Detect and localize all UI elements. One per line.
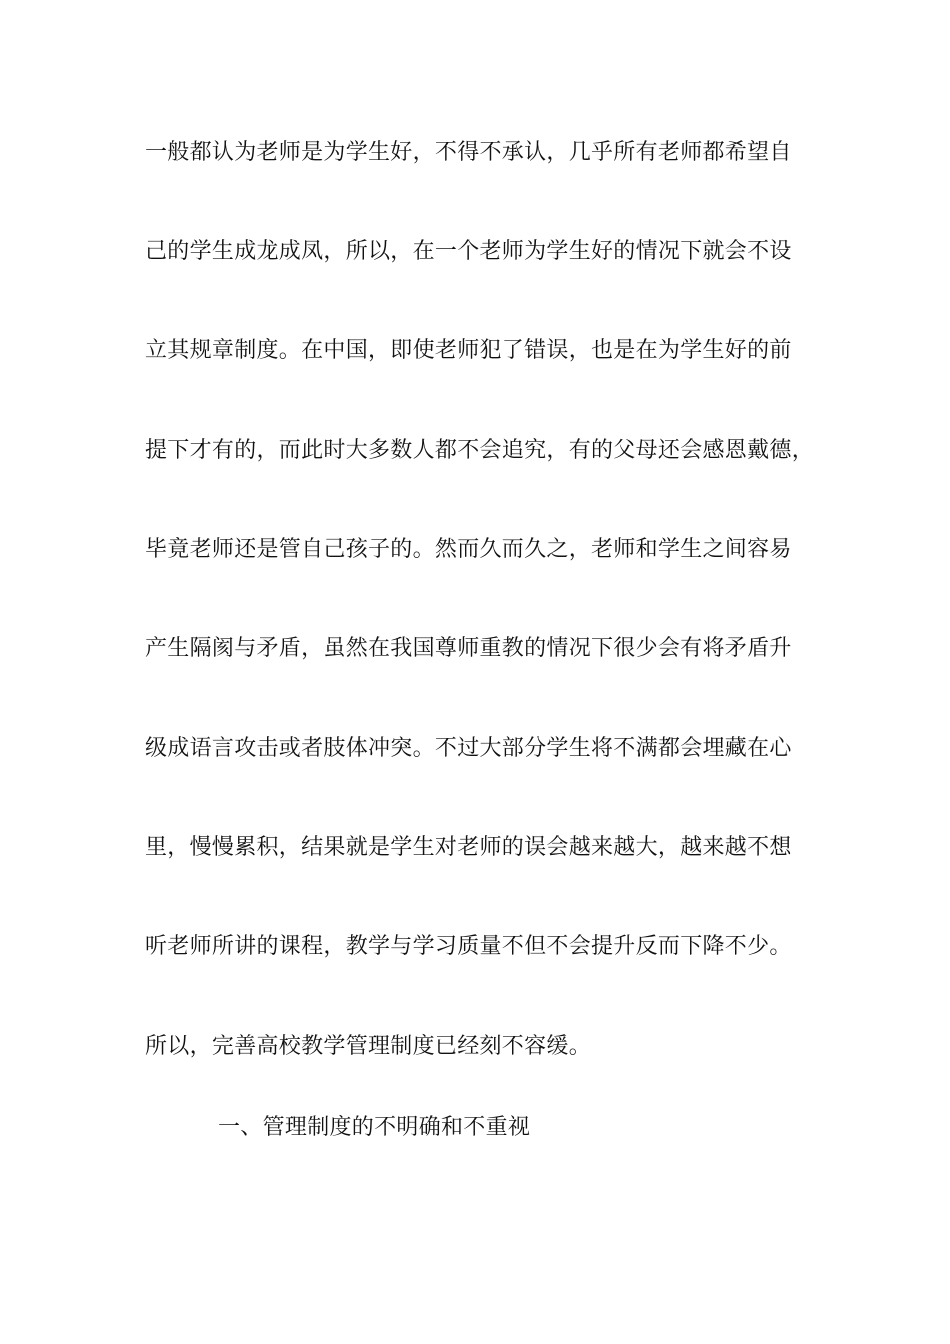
- paragraph-line-6: 产生隔阂与矛盾，虽然在我国尊师重教的情况下很少会有将矛盾升: [145, 636, 792, 661]
- paragraph-line-2: 己的学生成龙成凤，所以，在一个老师为学生好的情况下就会不设: [145, 239, 792, 264]
- paragraph-line-9: 听老师所讲的课程，教学与学习质量不但不会提升反而下降不少。: [145, 934, 792, 959]
- paragraph-line-7: 级成语言攻击或者肢体冲突。不过大部分学生将不满都会埋藏在心: [145, 736, 792, 761]
- paragraph-line-1: 一般都认为老师是为学生好，不得不承认，几乎所有老师都希望自: [145, 140, 792, 165]
- paragraph-line-10: 所以，完善高校教学管理制度已经刻不容缓。: [145, 1034, 592, 1059]
- paragraph-line-3: 立其规章制度。在中国，即使老师犯了错误，也是在为学生好的前: [145, 338, 792, 363]
- section-heading: 一、管理制度的不明确和不重视: [218, 1115, 531, 1140]
- paragraph-line-4: 提下才有的，而此时大多数人都不会追究，有的父母还会感恩戴德，: [145, 438, 815, 463]
- paragraph-line-5: 毕竟老师还是管自己孩子的。然而久而久之，老师和学生之间容易: [145, 537, 792, 562]
- paragraph-line-8: 里，慢慢累积，结果就是学生对老师的误会越来越大，越来越不想: [145, 835, 792, 860]
